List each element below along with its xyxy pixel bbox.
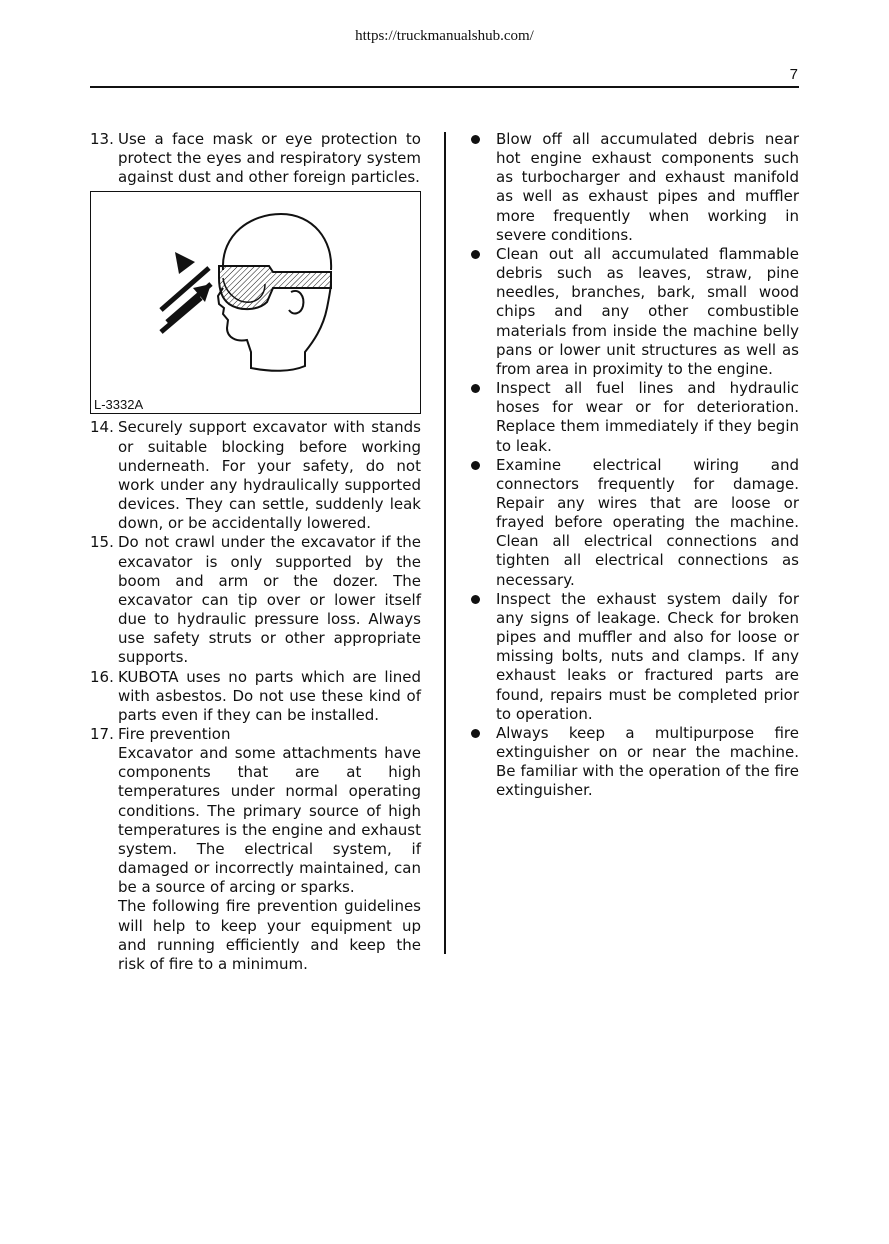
left-column xyxy=(90,130,421,974)
item-text xyxy=(118,725,421,974)
item-number: 14. xyxy=(90,418,114,437)
header-rule xyxy=(90,86,799,88)
bullet-item xyxy=(467,724,799,801)
bullet-icon xyxy=(467,130,496,245)
face-mask-figure xyxy=(90,191,421,414)
bullet-icon xyxy=(467,379,496,456)
bullet-text: Inspect the exhaust system daily for any signs of leakage. Check for broken pipes and muffler and also for loose or missing bolts, nuts and clamps. If any exhaust leaks or fractured parts are found, repairs must be completed prior to operation. xyxy=(496,589,799,723)
item-number: 15. xyxy=(90,533,114,552)
right-column xyxy=(467,130,799,800)
dust-arrow-icon xyxy=(161,252,211,332)
bullet-item xyxy=(467,379,799,456)
list-item-14 xyxy=(90,418,421,533)
item-text: Do not crawl under the excavator if the excavator is only supported by the boom and arm or the dozer. The excavator can tip over or lower itself due to hydraulic pressure loss. Always use safety struts or other appropriate supports. xyxy=(118,533,421,667)
bullet-item xyxy=(467,130,799,245)
item-title: Fire prevention xyxy=(118,724,231,743)
bullet-text: Inspect all fuel lines and hydraulic hoses for wear or for deterioration. Replace them immediately if they begin to leak. xyxy=(496,379,799,455)
list-item-15 xyxy=(90,533,421,667)
column-divider xyxy=(444,132,446,954)
bullet-text: Always keep a multipurpose fire extinguisher on or near the machine. Be familiar with the operation of the fire extinguisher. xyxy=(496,723,799,800)
bullet-item xyxy=(467,456,799,590)
item-number: 16. xyxy=(90,667,114,686)
item-text: KUBOTA uses no parts which are lined with asbestos. Do not use these kind of parts even if they can be installed. xyxy=(118,667,421,724)
item-paragraph: Excavator and some attachments have components that are at high temperatures under normal operating conditions. The primary source of high temperatures is the engine and exhaust system. The electrical system, if damaged or incorrectly maintained, can be a source of arcing or sparks. xyxy=(118,744,421,897)
item-number: 13. xyxy=(90,130,114,148)
item-paragraph: The following fire prevention guidelines will help to keep your equipment up and running efficiently and keep the risk of fire to a minimum. xyxy=(118,897,421,973)
item-text: Securely support excavator with stands or suitable blocking before working underneath. For your safety, do not work under any hydraulically supported devices. They can settle, suddenly leak down, or be accidentally lowered. xyxy=(118,418,421,533)
source-url: https://truckmanualshub.com/ xyxy=(355,28,534,44)
bullet-text: Examine electrical wiring and connectors frequently for damage. Repair any wires that are loose or frayed before operating the machine. Clean all electrical connections and tighten all electrical connections as necessary. xyxy=(496,455,799,589)
bullet-icon xyxy=(467,590,496,724)
bullet-icon xyxy=(467,245,496,379)
bullet-icon xyxy=(467,724,496,801)
bullet-item xyxy=(467,245,799,379)
bullet-item xyxy=(467,590,799,724)
list-item-13 xyxy=(90,130,421,187)
bullet-icon xyxy=(467,456,496,590)
item-number: 17. xyxy=(90,724,114,743)
page-number: 7 xyxy=(789,66,798,83)
list-item-17 xyxy=(90,725,421,974)
head-with-goggles-icon xyxy=(91,192,420,413)
figure-code: L-3332A xyxy=(94,397,144,413)
list-item-16 xyxy=(90,668,421,725)
bullet-text: Clean out all accumulated flammable debris such as leaves, straw, pine needles, branches, bark, small wood chips and any other combustible materials from inside the machine belly pans or lower unit structures as well as from area in proximity to the engine. xyxy=(496,244,799,378)
item-text: Use a face mask or eye protection to protect the eyes and respiratory system against dust and other foreign particles. xyxy=(118,130,421,187)
bullet-text: Blow off all accumulated debris near hot engine exhaust components such as turbocharger and exhaust manifold as well as exhaust pipes and muffler more frequently when working in severe conditions. xyxy=(496,130,799,244)
